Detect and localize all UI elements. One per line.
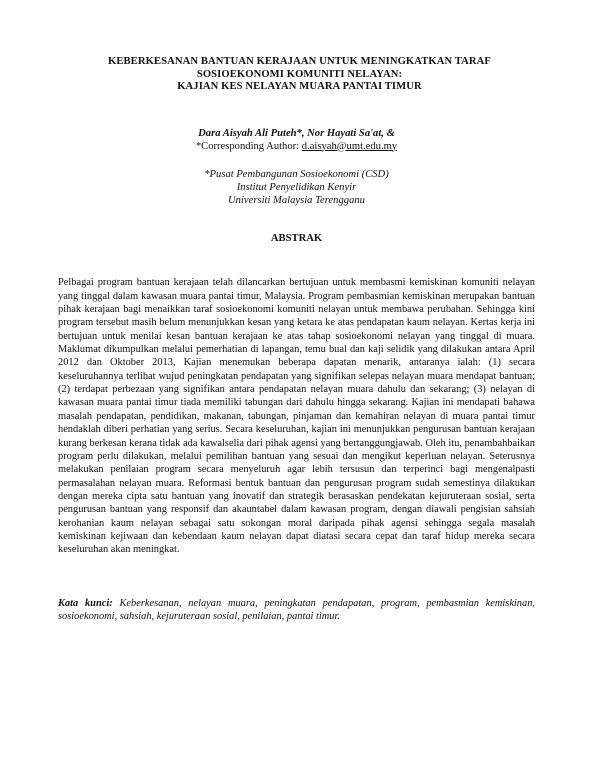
abstract-heading: ABSTRAK bbox=[270, 233, 323, 245]
author-block bbox=[58, 127, 535, 153]
affiliation-line-1: *Pusat Pembangunan Sosioekonomi (CSD) bbox=[204, 168, 389, 180]
affiliation-line-2: Institut Penyelidikan Kenyir bbox=[236, 181, 357, 193]
affiliation-line-3: Universiti Malaysia Terengganu bbox=[228, 195, 365, 207]
keywords-block bbox=[58, 597, 535, 624]
abstract-paragraph: Pelbagai program bantuan kerajaan telah dilancarkan bertujuan untuk membasmi kemiskinan komuniti nelayan yang tinggal dalam kawasan muara pantai timur, Malaysia. Program pembasmian kemiskinan merupakan bantuan pihak kerajaan bagi menaikkan taraf sosioekonomi komuniti nelayan untuk membawa perubahan. Sehingga kini program tersebut masih belum menunjukkan kesan yang ketara ke atas pendapatan kaum nelayan. Kertas kerja ini bertujuan untuk menilai kesan bantuan kerajaan ke atas tahap sosioekonomi nelayan yang tinggal di muara. Maklumat dikumpulkan melalui pemerhatian di lapangan, temu bual dan kaji selidik yang dilakukan antara April 2012 dan Oktober 2013, Kajian menemukan beberapa dapatan menarik, antaranya ialah: (1) secara keseluruhannya terlihat wujud peningkatan pendapatan yang signifikan selepas nelayan muara mendapat bantuan; (2) terdapat perbezaan yang signifikan antara pendapatan nelayan muara dahulu dan sekarang; (3) nelayan di kawasan muara pantai timur tiada memiliki tabungan dari dahulu hingga sekarang. Kajian ini mendapati bahawa masalah pendapatan, pendidikan, makanan, tabungan, pinjaman dan kemahiran nelayan di muara pantai timur hendaklah diberi perhatian yang serius. Secara keseluruhan, kajian ini menunjukkan pengurusan bantuan kerajaan kurang berkesan kerana tidak ada kawalselia dari pihak agensi yang bertanggungjawab. Oleh itu, penambahbaikan program perlu dilakukan, melalui pemilihan bantuan yang sesuai dan mengikut keperluan nelayan. Seterusnya melakukan penilaian program secara menyeluruh agar lebih tersusun dan terperinci bagi mengenalpasti permasalahan nelayan muara. Reformasi bentuk bantuan dan pengurusan program sudah semestinya dilakukan dengan mereka cipta satu bantuan yang inovatif dan strategik berasaskan pendekatan kejuruteraan sosial, serta pengurusan bantuan yang responsif dan akauntabel dalam kawasan program, dengan diawali pengisian sahsiah kerohanian kaum nelayan sebagai satu sokongan moral daripada pihak agensi sehingga segala masalah kemiskinan kejiwaan dan kebendaan kaum nelayan dapat diatasi secara cepat dan taraf hidup mereka secara keseluruhan akan meningkat. bbox=[58, 277, 535, 556]
title-line-3: KAJIAN KES NELAYAN MUARA PANTAI TIMUR bbox=[177, 81, 422, 92]
corresponding-author bbox=[58, 140, 535, 153]
title-line-1: KEBERKESANAN BANTUAN KERAJAAN UNTUK MENINGKATKAN TARAF bbox=[108, 56, 491, 67]
keywords-list: Keberkesanan, nelayan muara, peningkatan pendapatan, program, pembasmian kemiskinan, sosioekonomi, sahsiah, kejuruteraan sosial, penilaian, pantai timur. bbox=[58, 597, 535, 622]
keywords-label: Kata kunci: bbox=[58, 597, 113, 609]
corresponding-label: *Corresponding Author: bbox=[195, 140, 302, 152]
title-line-2: SOSIOEKONOMI KOMUNITI NELAYAN: bbox=[196, 68, 403, 80]
abstract-body bbox=[58, 276, 535, 556]
author-email-link[interactable]: d.aisyah@umt.edu.my bbox=[301, 140, 398, 152]
affiliation-block bbox=[58, 168, 535, 208]
author-names: Dara Aisyah Ali Puteh*, Nor Hayati Sa'at, & bbox=[198, 127, 395, 139]
paper-title bbox=[64, 56, 535, 94]
